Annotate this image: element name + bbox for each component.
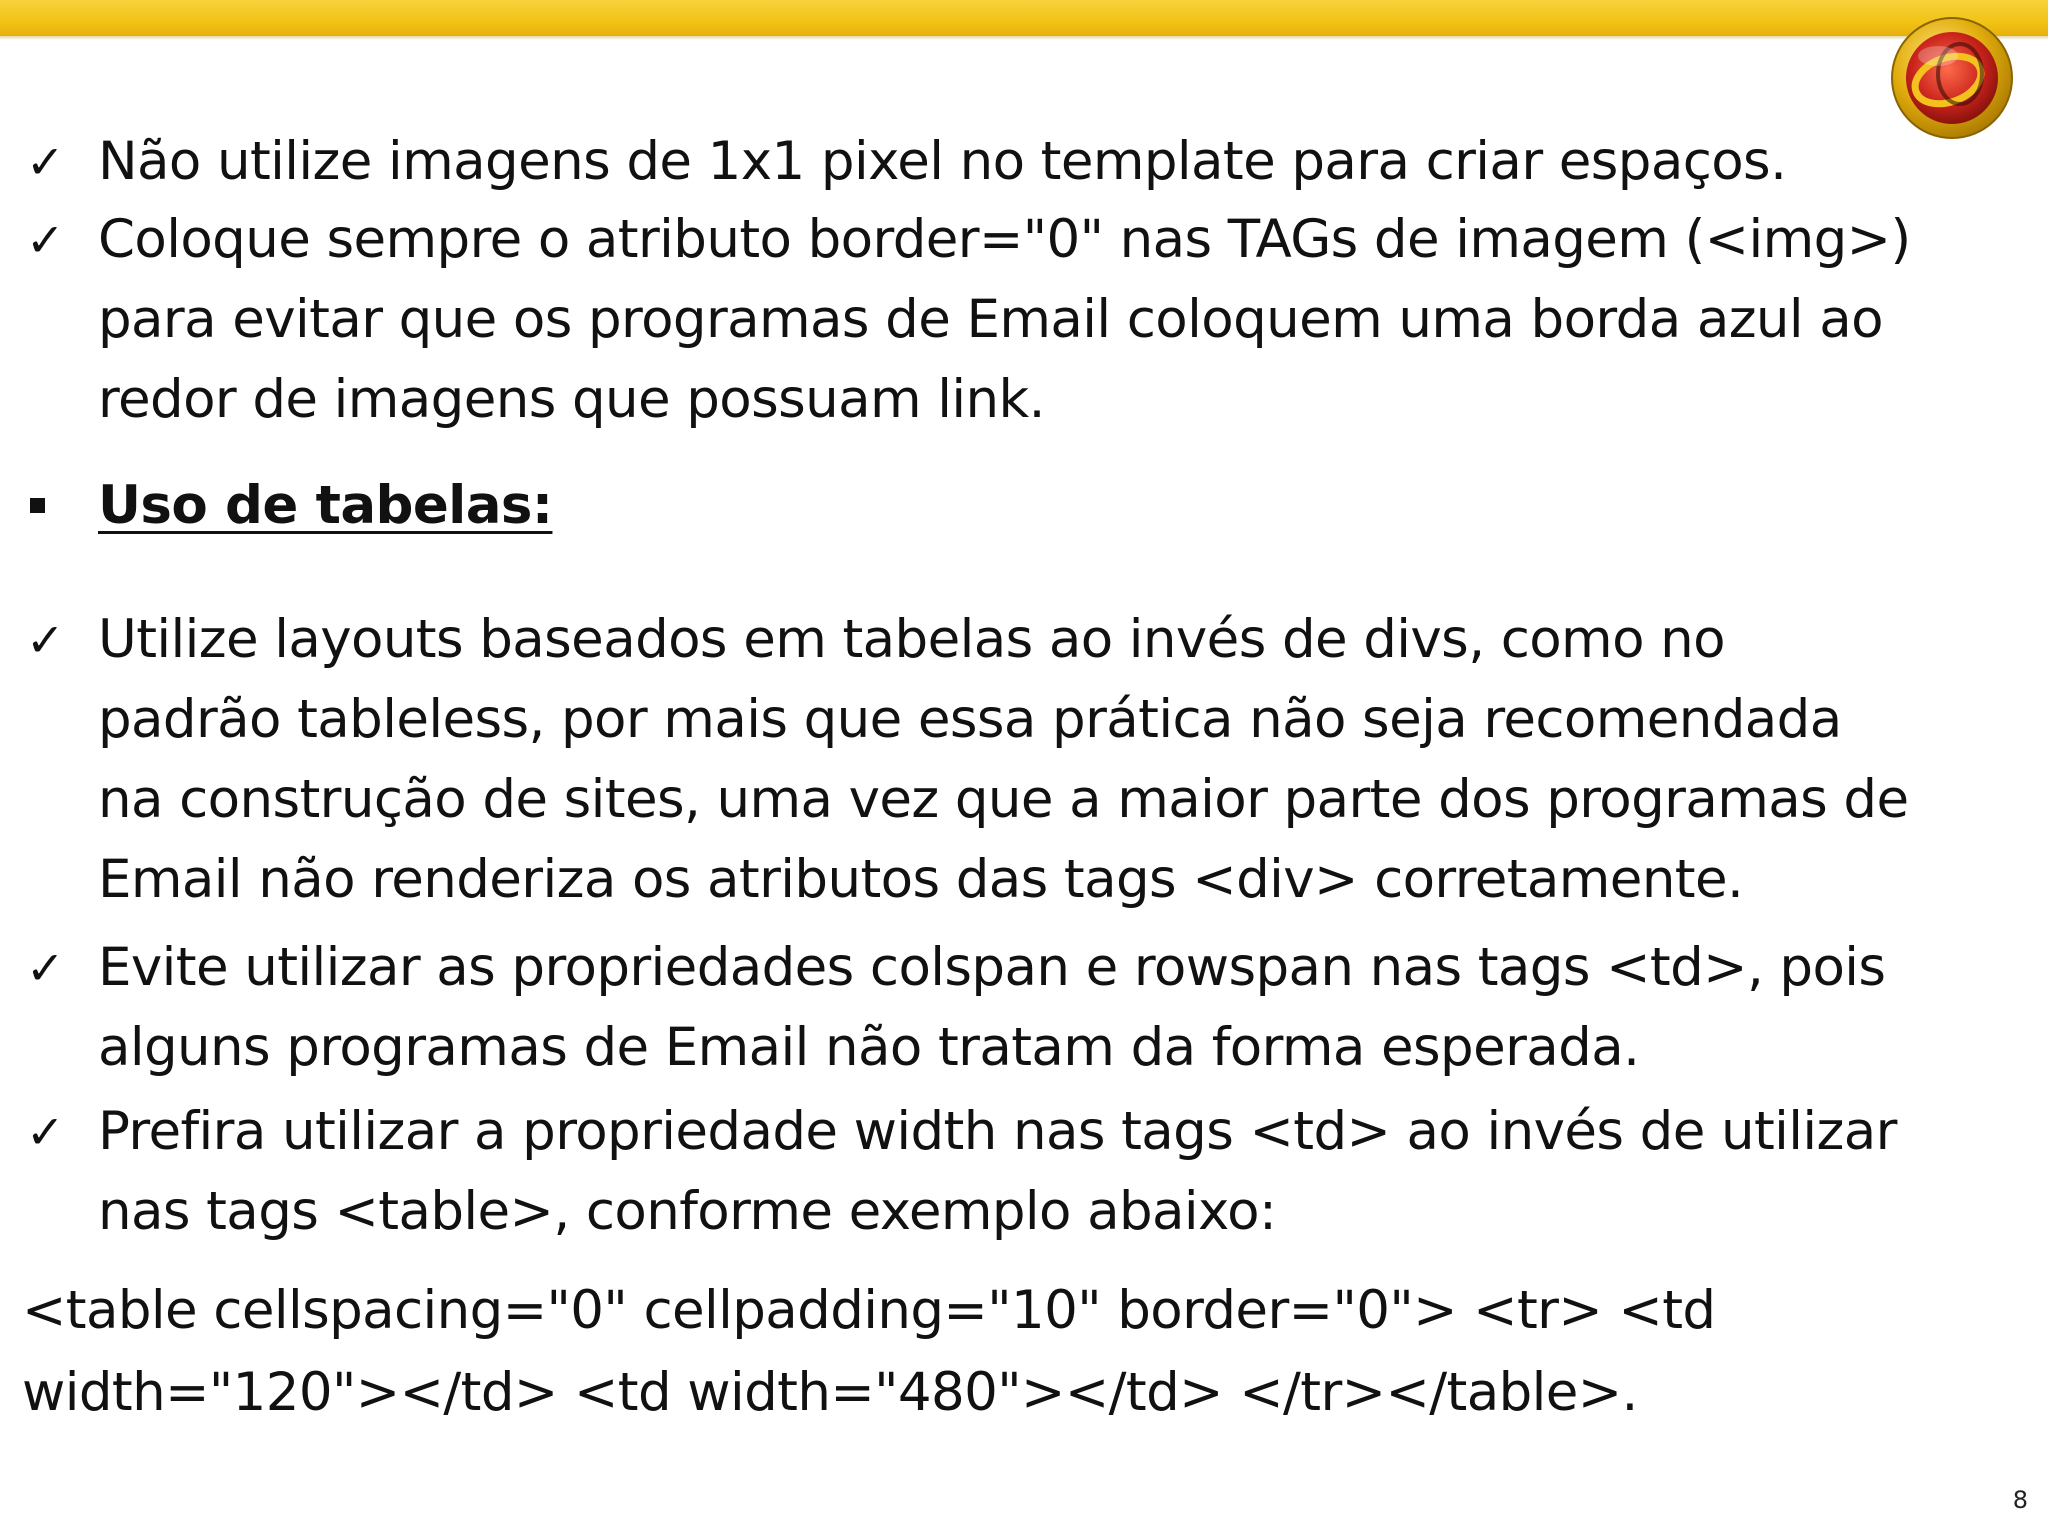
- bullet-text: Prefira utilizar a propriedade width nas tags <td> ao invés de utilizar nas tags <table>, conforme exemplo abaixo:: [98, 1101, 1897, 1242]
- bullet-text: Não utilize imagens de 1x1 pixel no template para criar espaços.: [98, 131, 1787, 192]
- bullet-text: Coloque sempre o atributo border="0" nas TAGs de imagem (<img>) para evitar que os programas de Email coloquem uma borda azul ao redor de imagens que possuam link.: [98, 209, 1911, 430]
- bullet-text: Utilize layouts baseados em tabelas ao invés de divs, como no padrão tableless, por mais que essa prática não seja recomendada na construção de sites, uma vez que a maior parte dos programas de Email não renderiza os atributos das tags <div> corretamente.: [98, 609, 1909, 910]
- check-icon: ✓: [26, 1105, 65, 1159]
- check-icon: ✓: [26, 613, 65, 667]
- check-icon: ✓: [26, 941, 65, 995]
- square-bullet-icon: [30, 498, 45, 513]
- bullet-text: Evite utilizar as propriedades colspan e rowspan nas tags <td>, pois alguns programas de Email não tratam da forma esperada.: [98, 937, 1886, 1078]
- check-icon: ✓: [26, 135, 65, 189]
- section-heading: Uso de tabelas:: [98, 475, 553, 536]
- code-example: <table cellspacing="0" cellpadding="10" border="0"> <tr> <td width="120"></td> <td width="480"></td> </tr></table>.: [22, 1280, 1716, 1423]
- page-number: 8: [2012, 1486, 2028, 1514]
- check-icon: ✓: [26, 213, 65, 267]
